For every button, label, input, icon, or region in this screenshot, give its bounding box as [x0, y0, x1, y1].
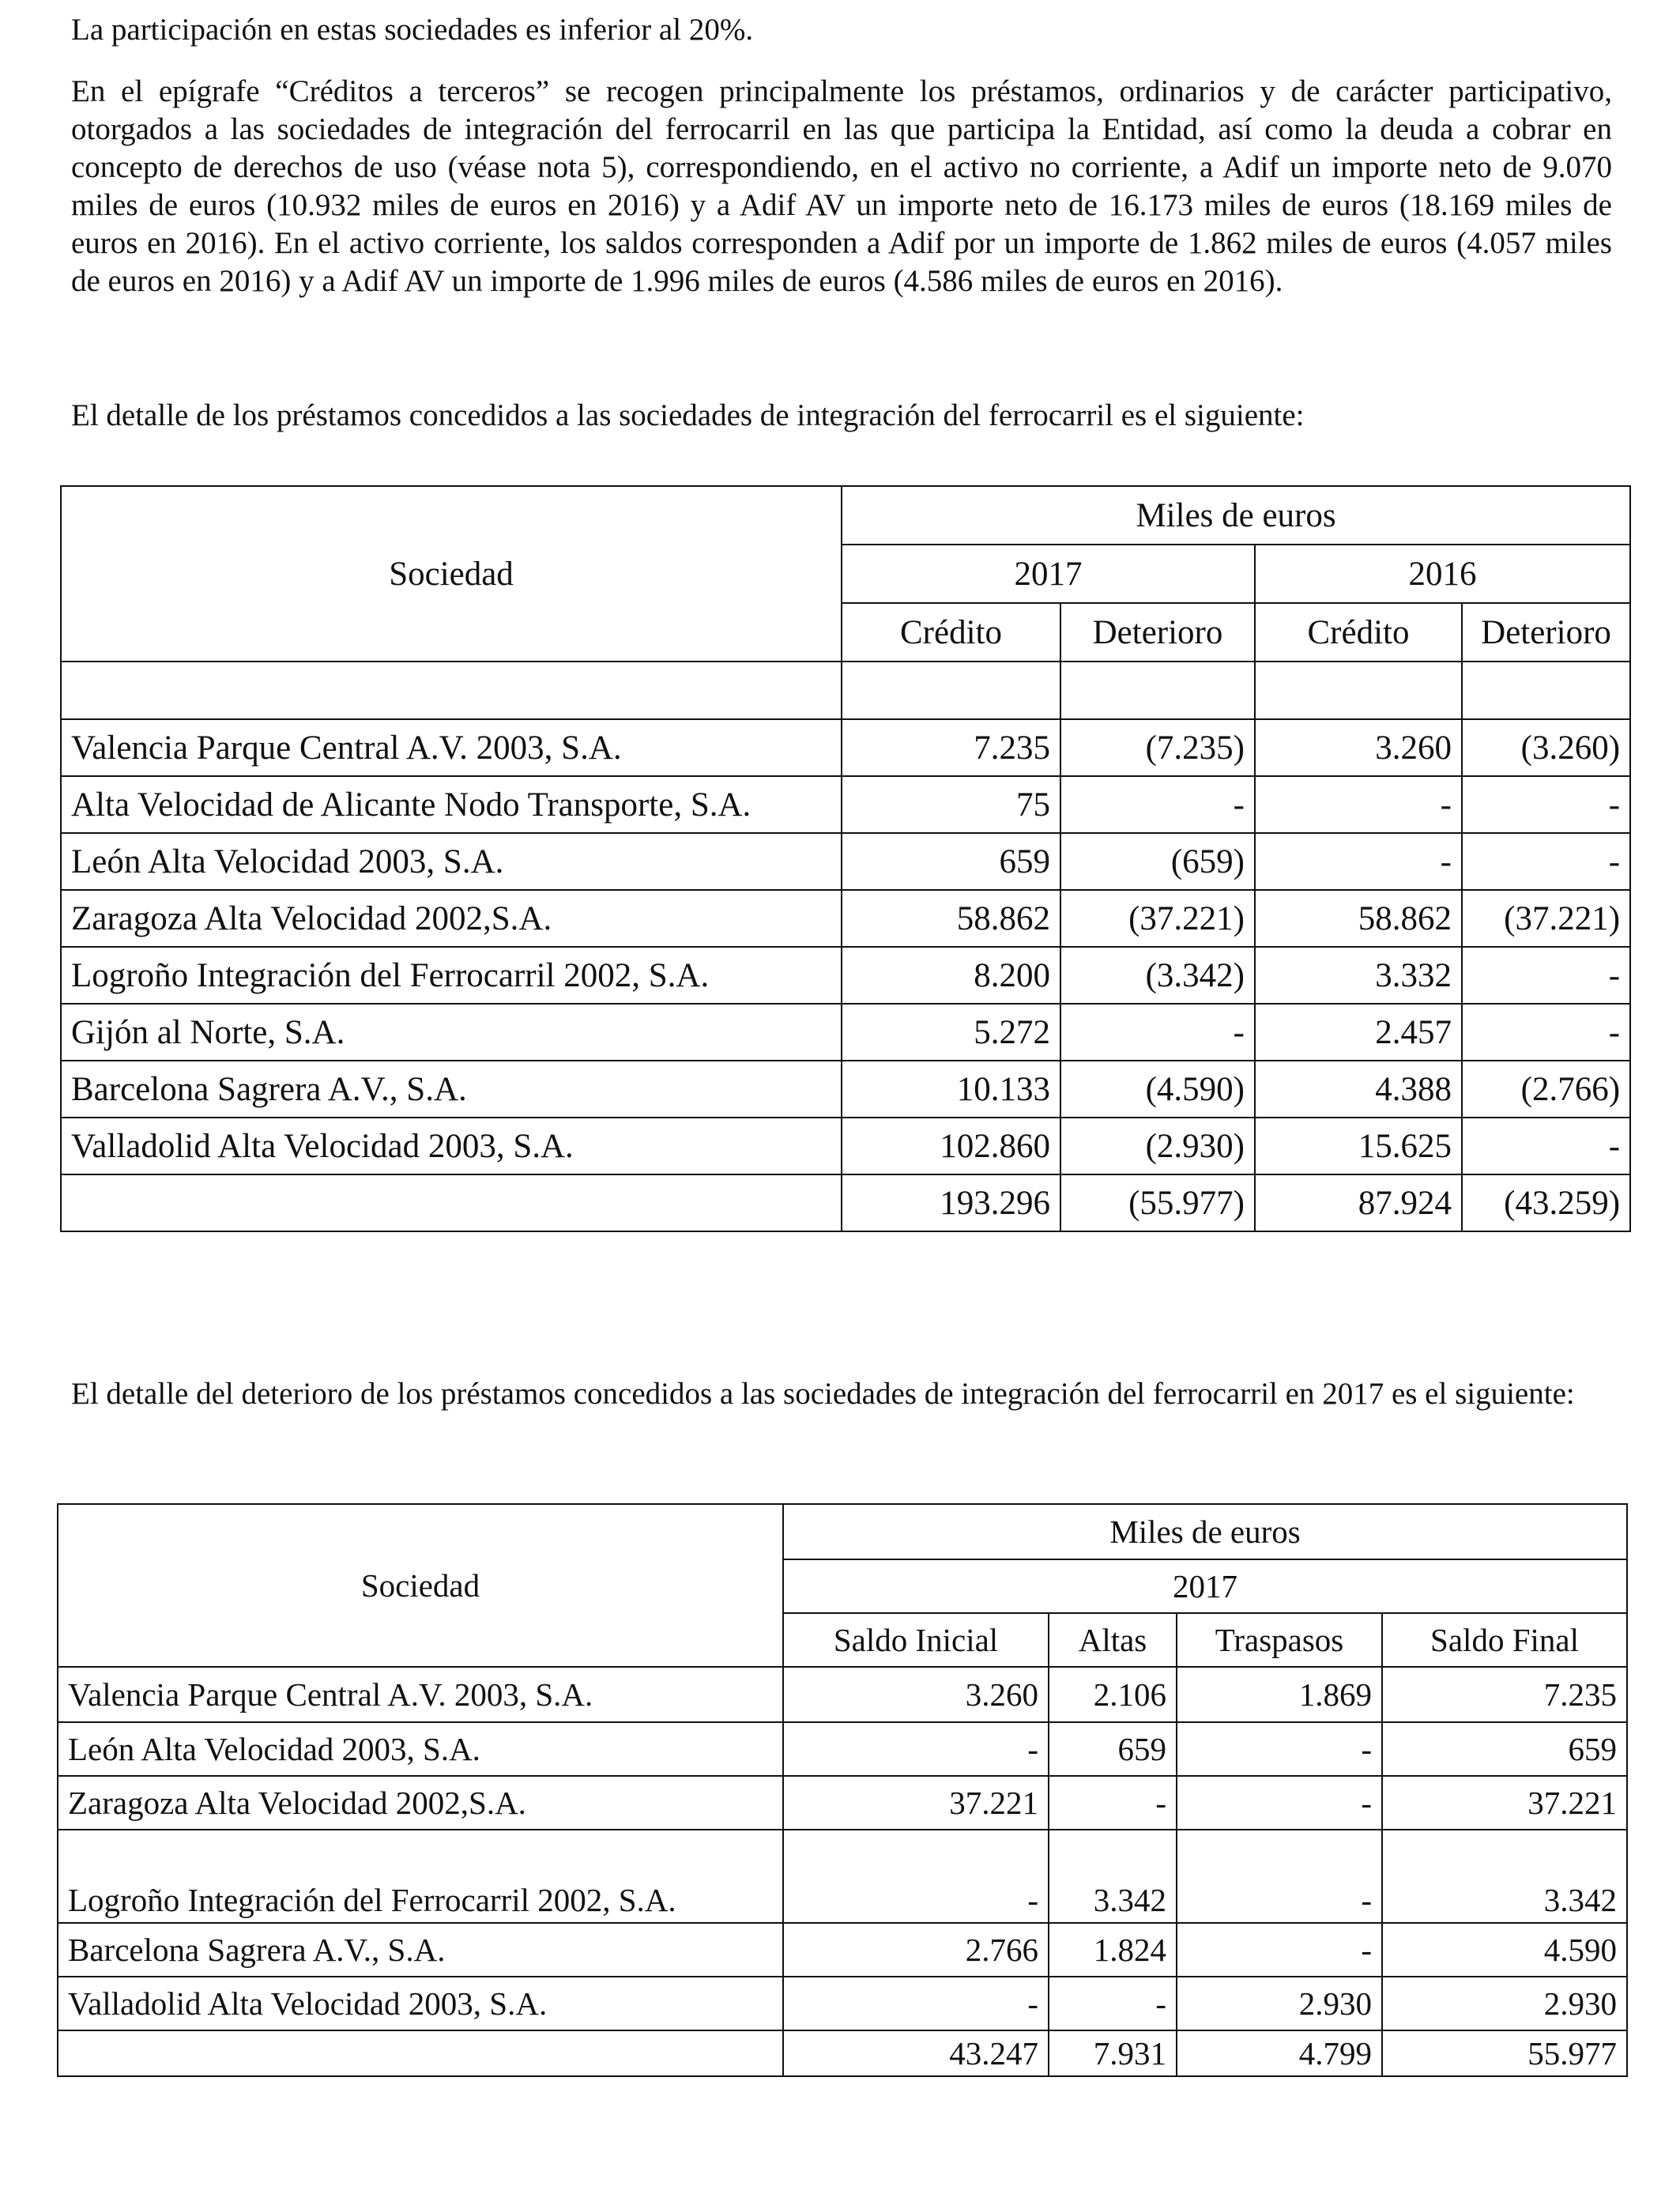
table-row	[58, 1830, 1627, 1923]
company-name: Zaragoza Alta Velocidad 2002,S.A.	[58, 1776, 783, 1830]
impairment-table	[57, 1503, 1628, 2077]
table-row	[61, 833, 1630, 890]
credito-2017: 659	[842, 833, 1060, 890]
header-sociedad: Sociedad	[58, 1504, 783, 1667]
table-row	[61, 1061, 1630, 1118]
saldo-final: 7.235	[1382, 1667, 1627, 1722]
company-name: Valladolid Alta Velocidad 2003, S.A.	[61, 1118, 842, 1174]
header-year-2017: 2017	[842, 545, 1255, 603]
deterioro-2016: -	[1462, 1118, 1630, 1174]
altas: 3.342	[1049, 1830, 1177, 1923]
credito-2017: 58.862	[842, 890, 1060, 947]
traspasos: -	[1177, 1722, 1382, 1776]
deterioro-2017: (4.590)	[1060, 1061, 1255, 1118]
deterioro-2016: -	[1462, 833, 1630, 890]
company-name: León Alta Velocidad 2003, S.A.	[58, 1722, 783, 1776]
altas: 2.106	[1049, 1667, 1177, 1722]
company-name: León Alta Velocidad 2003, S.A.	[61, 833, 842, 890]
credito-2016: 2.457	[1255, 1004, 1462, 1061]
deterioro-2017: (37.221)	[1060, 890, 1255, 947]
company-name: Logroño Integración del Ferrocarril 2002, S.A.	[61, 947, 842, 1004]
paragraph-detalle-prestamos: El detalle de los préstamos concedidos a las sociedades de integración del ferrocarril es el siguiente:	[71, 398, 1305, 432]
table-row	[58, 1923, 1627, 1977]
total-label	[58, 2030, 783, 2076]
table-row	[58, 1667, 1627, 1722]
saldo-inicial: -	[783, 1722, 1049, 1776]
total-row	[61, 1174, 1630, 1231]
company-name: Valladolid Alta Velocidad 2003, S.A.	[58, 1977, 783, 2030]
company-name: Gijón al Norte, S.A.	[61, 1004, 842, 1061]
header-miles-de-euros: Miles de euros	[842, 486, 1630, 545]
header-miles-de-euros: Miles de euros	[783, 1504, 1627, 1559]
credito-2017: 5.272	[842, 1004, 1060, 1061]
deterioro-2017: -	[1060, 776, 1255, 833]
company-name: Barcelona Sagrera A.V., S.A.	[58, 1923, 783, 1977]
table-row	[61, 1004, 1630, 1061]
saldo-final: 659	[1382, 1722, 1627, 1776]
table-row	[61, 776, 1630, 833]
saldo-final: 2.930	[1382, 1977, 1627, 2030]
table-row	[61, 947, 1630, 1004]
header-traspasos: Traspasos	[1177, 1613, 1382, 1667]
table-row	[58, 1977, 1627, 2030]
credito-2016: 3.332	[1255, 947, 1462, 1004]
header-credito-2017: Crédito	[842, 603, 1060, 662]
deterioro-2016: (37.221)	[1462, 890, 1630, 947]
spacer-cell	[1255, 662, 1462, 719]
credito-2017: 102.860	[842, 1118, 1060, 1174]
paragraph-detalle-deterioro: El detalle del deterioro de los préstamos concedidos a las sociedades de integración del ferrocarril en 2017 es el siguiente:	[71, 1377, 1575, 1411]
header-sociedad: Sociedad	[61, 486, 842, 662]
header-year-2017: 2017	[783, 1559, 1627, 1613]
header-saldo-inicial: Saldo Inicial	[783, 1613, 1049, 1667]
total-traspasos: 4.799	[1177, 2030, 1382, 2076]
altas: -	[1049, 1977, 1177, 2030]
header-year-2016: 2016	[1255, 545, 1630, 603]
saldo-inicial: -	[783, 1977, 1049, 2030]
deterioro-2017: (2.930)	[1060, 1118, 1255, 1174]
saldo-inicial: -	[783, 1830, 1049, 1923]
table-row	[58, 1722, 1627, 1776]
loans-table	[60, 485, 1631, 1232]
company-name: Barcelona Sagrera A.V., S.A.	[61, 1061, 842, 1118]
table-row	[61, 1118, 1630, 1174]
total-credito-2017: 193.296	[842, 1174, 1060, 1231]
traspasos: -	[1177, 1830, 1382, 1923]
spacer-cell	[1462, 662, 1630, 719]
deterioro-2016: (2.766)	[1462, 1061, 1630, 1118]
altas: 1.824	[1049, 1923, 1177, 1977]
company-name: Valencia Parque Central A.V. 2003, S.A.	[61, 719, 842, 776]
spacer-cell	[61, 662, 842, 719]
spacer-cell	[1060, 662, 1255, 719]
company-name: Logroño Integración del Ferrocarril 2002, S.A.	[58, 1830, 783, 1923]
total-deterioro-2016: (43.259)	[1462, 1174, 1630, 1231]
company-name: Alta Velocidad de Alicante Nodo Transporte, S.A.	[61, 776, 842, 833]
saldo-inicial: 2.766	[783, 1923, 1049, 1977]
saldo-final: 4.590	[1382, 1923, 1627, 1977]
deterioro-2017: (7.235)	[1060, 719, 1255, 776]
total-label	[61, 1174, 842, 1231]
deterioro-2016: -	[1462, 776, 1630, 833]
credito-2016: 58.862	[1255, 890, 1462, 947]
saldo-inicial: 3.260	[783, 1667, 1049, 1722]
total-credito-2016: 87.924	[1255, 1174, 1462, 1231]
credito-2017: 75	[842, 776, 1060, 833]
credito-2016: 15.625	[1255, 1118, 1462, 1174]
table-row	[61, 890, 1630, 947]
altas: -	[1049, 1776, 1177, 1830]
spacer-cell	[842, 662, 1060, 719]
total-saldo-inicial: 43.247	[783, 2030, 1049, 2076]
table-row	[61, 719, 1630, 776]
credito-2016: -	[1255, 776, 1462, 833]
saldo-final: 37.221	[1382, 1776, 1627, 1830]
credito-2017: 7.235	[842, 719, 1060, 776]
deterioro-2017: (3.342)	[1060, 947, 1255, 1004]
saldo-inicial: 37.221	[783, 1776, 1049, 1830]
header-altas: Altas	[1049, 1613, 1177, 1667]
credito-2016: -	[1255, 833, 1462, 890]
altas: 659	[1049, 1722, 1177, 1776]
total-saldo-final: 55.977	[1382, 2030, 1627, 2076]
credito-2017: 8.200	[842, 947, 1060, 1004]
header-deterioro-2017: Deterioro	[1060, 603, 1255, 662]
paragraph-intro: La participación en estas sociedades es inferior al 20%.	[71, 13, 754, 47]
credito-2017: 10.133	[842, 1061, 1060, 1118]
company-name: Valencia Parque Central A.V. 2003, S.A.	[58, 1667, 783, 1722]
paragraph-creditos: En el epígrafe “Créditos a terceros” se recogen principalmente los préstamos, ordinarios y de carácter participativo, otorgados a las sociedades de integración del ferrocarril en las que participa la Entidad, así como la deuda a cobrar en concepto de derechos de uso (véase nota 5), correspondiendo, en el activo no corriente, a Adif un importe neto de 9.070 miles de euros (10.932 miles de euros en 2016) y a Adif AV un importe neto de 16.173 miles de euros (18.169 miles de euros en 2016). En el activo corriente, los saldos corresponden a Adif por un importe de 1.862 miles de euros (4.057 miles de euros en 2016) y a Adif AV un importe de 1.996 miles de euros (4.586 miles de euros en 2016).	[71, 74, 1612, 298]
credito-2016: 3.260	[1255, 719, 1462, 776]
traspasos: -	[1177, 1923, 1382, 1977]
deterioro-2017: -	[1060, 1004, 1255, 1061]
company-name: Zaragoza Alta Velocidad 2002,S.A.	[61, 890, 842, 947]
table-row	[58, 1776, 1627, 1830]
total-altas: 7.931	[1049, 2030, 1177, 2076]
credito-2016: 4.388	[1255, 1061, 1462, 1118]
traspasos: -	[1177, 1776, 1382, 1830]
deterioro-2017: (659)	[1060, 833, 1255, 890]
traspasos: 1.869	[1177, 1667, 1382, 1722]
header-deterioro-2016: Deterioro	[1462, 603, 1630, 662]
traspasos: 2.930	[1177, 1977, 1382, 2030]
saldo-final: 3.342	[1382, 1830, 1627, 1923]
header-saldo-final: Saldo Final	[1382, 1613, 1627, 1667]
deterioro-2016: -	[1462, 947, 1630, 1004]
deterioro-2016: (3.260)	[1462, 719, 1630, 776]
header-credito-2016: Crédito	[1255, 603, 1462, 662]
deterioro-2016: -	[1462, 1004, 1630, 1061]
total-row	[58, 2030, 1627, 2076]
total-deterioro-2017: (55.977)	[1060, 1174, 1255, 1231]
